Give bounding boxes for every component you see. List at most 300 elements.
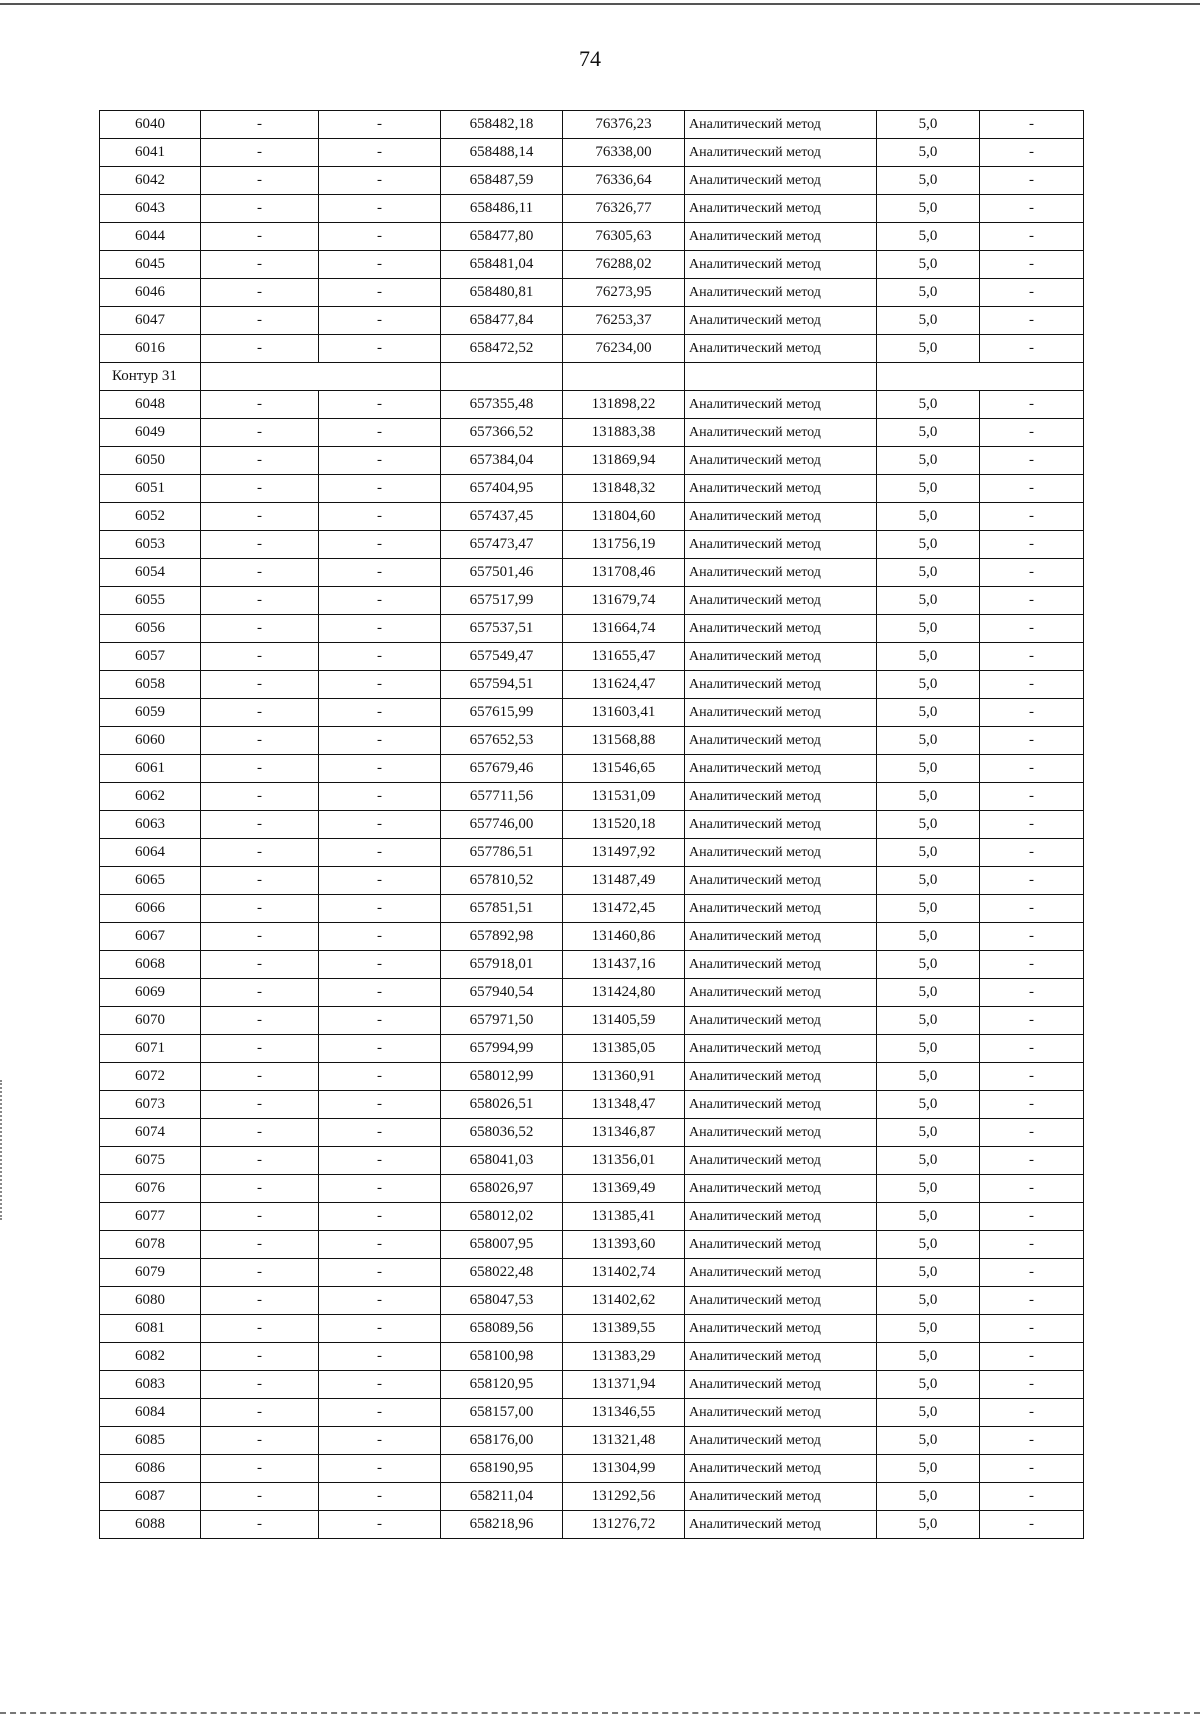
accuracy-cell: 5,0 — [877, 1063, 980, 1091]
column-3-cell: - — [319, 279, 441, 307]
method-cell: Аналитический метод — [685, 699, 877, 727]
x-coordinate-cell: 658041,03 — [441, 1147, 563, 1175]
column-3-cell: - — [319, 1315, 441, 1343]
table-row — [100, 1315, 1084, 1343]
table-row — [100, 587, 1084, 615]
x-coordinate-cell: 657971,50 — [441, 1007, 563, 1035]
x-coordinate-cell: 658026,51 — [441, 1091, 563, 1119]
x-coordinate-cell: 658012,02 — [441, 1203, 563, 1231]
table-row — [100, 447, 1084, 475]
x-coordinate-cell: 657437,45 — [441, 503, 563, 531]
method-cell: Аналитический метод — [685, 111, 877, 139]
point-number-cell: 6056 — [100, 615, 201, 643]
point-number-cell: 6082 — [100, 1343, 201, 1371]
x-coordinate-cell: 658100,98 — [441, 1343, 563, 1371]
y-coordinate-cell: 131603,41 — [563, 699, 685, 727]
x-coordinate-cell: 658047,53 — [441, 1287, 563, 1315]
y-coordinate-cell: 131292,56 — [563, 1483, 685, 1511]
column-2-cell: - — [201, 1315, 319, 1343]
y-coordinate-cell: 76273,95 — [563, 279, 685, 307]
x-coordinate-cell: 657473,47 — [441, 531, 563, 559]
section-row — [100, 363, 1084, 391]
y-coordinate-cell: 131402,62 — [563, 1287, 685, 1315]
point-number-cell: 6078 — [100, 1231, 201, 1259]
accuracy-cell: 5,0 — [877, 447, 980, 475]
column-3-cell: - — [319, 447, 441, 475]
column-3-cell: - — [319, 699, 441, 727]
column-2-cell: - — [201, 811, 319, 839]
table-row — [100, 475, 1084, 503]
table-row — [100, 1147, 1084, 1175]
column-3-cell: - — [319, 951, 441, 979]
y-coordinate-cell: 76338,00 — [563, 139, 685, 167]
column-8-cell: - — [980, 447, 1084, 475]
x-coordinate-cell: 658120,95 — [441, 1371, 563, 1399]
method-cell: Аналитический метод — [685, 139, 877, 167]
x-coordinate-cell: 657517,99 — [441, 587, 563, 615]
x-coordinate-cell: 657711,56 — [441, 783, 563, 811]
table-row — [100, 671, 1084, 699]
method-cell: Аналитический метод — [685, 195, 877, 223]
point-number-cell: 6055 — [100, 587, 201, 615]
column-2-cell: - — [201, 503, 319, 531]
method-cell: Аналитический метод — [685, 251, 877, 279]
method-cell: Аналитический метод — [685, 1399, 877, 1427]
point-number-cell: 6068 — [100, 951, 201, 979]
column-2-cell: - — [201, 1035, 319, 1063]
point-number-cell: 6040 — [100, 111, 201, 139]
column-2-cell: - — [201, 615, 319, 643]
column-3-cell: - — [319, 419, 441, 447]
method-cell: Аналитический метод — [685, 587, 877, 615]
table-row — [100, 1063, 1084, 1091]
column-8-cell: - — [980, 783, 1084, 811]
column-2-cell: - — [201, 1371, 319, 1399]
y-coordinate-cell: 76336,64 — [563, 167, 685, 195]
method-cell: Аналитический метод — [685, 615, 877, 643]
column-3-cell: - — [319, 895, 441, 923]
column-3-cell: - — [319, 1119, 441, 1147]
method-cell: Аналитический метод — [685, 419, 877, 447]
column-8-cell: - — [980, 587, 1084, 615]
y-coordinate-cell: 131655,47 — [563, 643, 685, 671]
table-row — [100, 755, 1084, 783]
table-row — [100, 1259, 1084, 1287]
method-cell: Аналитический метод — [685, 1343, 877, 1371]
table-row — [100, 391, 1084, 419]
column-8-cell: - — [980, 391, 1084, 419]
x-coordinate-cell: 657679,46 — [441, 755, 563, 783]
column-3-cell: - — [319, 811, 441, 839]
point-number-cell: 6064 — [100, 839, 201, 867]
accuracy-cell: 5,0 — [877, 1007, 980, 1035]
column-8-cell: - — [980, 307, 1084, 335]
column-3-cell: - — [319, 167, 441, 195]
method-cell: Аналитический метод — [685, 167, 877, 195]
column-2-cell: - — [201, 531, 319, 559]
column-8-cell: - — [980, 699, 1084, 727]
accuracy-cell: 5,0 — [877, 475, 980, 503]
x-coordinate-cell: 657404,95 — [441, 475, 563, 503]
accuracy-cell: 5,0 — [877, 1343, 980, 1371]
point-number-cell: 6069 — [100, 979, 201, 1007]
method-cell: Аналитический метод — [685, 1007, 877, 1035]
y-coordinate-cell: 131385,41 — [563, 1203, 685, 1231]
accuracy-cell: 5,0 — [877, 1175, 980, 1203]
table-row — [100, 223, 1084, 251]
accuracy-cell: 5,0 — [877, 727, 980, 755]
column-8-cell: - — [980, 1203, 1084, 1231]
column-2-cell: - — [201, 1007, 319, 1035]
point-number-cell: 6086 — [100, 1455, 201, 1483]
accuracy-cell: 5,0 — [877, 531, 980, 559]
x-coordinate-cell: 658486,11 — [441, 195, 563, 223]
method-cell: Аналитический метод — [685, 643, 877, 671]
column-2-cell: - — [201, 951, 319, 979]
point-number-cell: 6065 — [100, 867, 201, 895]
column-3-cell: - — [319, 671, 441, 699]
method-cell: Аналитический метод — [685, 1147, 877, 1175]
accuracy-cell: 5,0 — [877, 643, 980, 671]
column-3-cell: - — [319, 839, 441, 867]
column-3-cell: - — [319, 391, 441, 419]
column-2-cell: - — [201, 111, 319, 139]
table-row — [100, 307, 1084, 335]
column-8-cell: - — [980, 1259, 1084, 1287]
method-cell: Аналитический метод — [685, 1315, 877, 1343]
x-coordinate-cell: 657366,52 — [441, 419, 563, 447]
method-cell: Аналитический метод — [685, 1175, 877, 1203]
column-3-cell: - — [319, 1483, 441, 1511]
column-8-cell: - — [980, 923, 1084, 951]
accuracy-cell: 5,0 — [877, 1371, 980, 1399]
column-8-cell: - — [980, 1231, 1084, 1259]
column-3-cell: - — [319, 755, 441, 783]
point-number-cell: 6084 — [100, 1399, 201, 1427]
method-cell: Аналитический метод — [685, 1483, 877, 1511]
column-8-cell: - — [980, 895, 1084, 923]
table-row — [100, 1483, 1084, 1511]
point-number-cell: 6044 — [100, 223, 201, 251]
point-number-cell: 6074 — [100, 1119, 201, 1147]
y-coordinate-cell: 131356,01 — [563, 1147, 685, 1175]
method-cell: Аналитический метод — [685, 307, 877, 335]
table-row — [100, 419, 1084, 447]
x-coordinate-cell: 657501,46 — [441, 559, 563, 587]
column-8-cell: - — [980, 1427, 1084, 1455]
column-3-cell: - — [319, 139, 441, 167]
method-cell: Аналитический метод — [685, 923, 877, 951]
x-coordinate-cell: 658176,00 — [441, 1427, 563, 1455]
y-coordinate-cell: 76234,00 — [563, 335, 685, 363]
x-coordinate-cell: 658022,48 — [441, 1259, 563, 1287]
y-coordinate-cell: 131679,74 — [563, 587, 685, 615]
method-cell: Аналитический метод — [685, 671, 877, 699]
table-row — [100, 531, 1084, 559]
accuracy-cell: 5,0 — [877, 783, 980, 811]
column-8-cell: - — [980, 1371, 1084, 1399]
point-number-cell: 6043 — [100, 195, 201, 223]
accuracy-cell: 5,0 — [877, 1483, 980, 1511]
y-coordinate-cell: 131460,86 — [563, 923, 685, 951]
point-number-cell: 6046 — [100, 279, 201, 307]
table-row — [100, 1175, 1084, 1203]
accuracy-cell: 5,0 — [877, 1147, 980, 1175]
column-3-cell: - — [319, 503, 441, 531]
y-coordinate-cell: 131321,48 — [563, 1427, 685, 1455]
column-3-cell: - — [319, 335, 441, 363]
empty-cell — [685, 363, 877, 391]
column-2-cell: - — [201, 1091, 319, 1119]
x-coordinate-cell: 658487,59 — [441, 167, 563, 195]
accuracy-cell: 5,0 — [877, 391, 980, 419]
column-2-cell: - — [201, 1343, 319, 1371]
column-8-cell: - — [980, 979, 1084, 1007]
column-3-cell: - — [319, 1063, 441, 1091]
x-coordinate-cell: 657594,51 — [441, 671, 563, 699]
method-cell: Аналитический метод — [685, 531, 877, 559]
y-coordinate-cell: 131405,59 — [563, 1007, 685, 1035]
column-8-cell: - — [980, 615, 1084, 643]
y-coordinate-cell: 131402,74 — [563, 1259, 685, 1287]
coordinates-table-body — [100, 111, 1084, 1539]
column-2-cell: - — [201, 1175, 319, 1203]
column-3-cell: - — [319, 923, 441, 951]
accuracy-cell: 5,0 — [877, 1259, 980, 1287]
x-coordinate-cell: 657851,51 — [441, 895, 563, 923]
column-2-cell: - — [201, 447, 319, 475]
accuracy-cell: 5,0 — [877, 1035, 980, 1063]
point-number-cell: 6077 — [100, 1203, 201, 1231]
column-8-cell: - — [980, 727, 1084, 755]
accuracy-cell: 5,0 — [877, 251, 980, 279]
column-8-cell: - — [980, 1119, 1084, 1147]
point-number-cell: 6050 — [100, 447, 201, 475]
x-coordinate-cell: 658026,97 — [441, 1175, 563, 1203]
empty-cell — [201, 363, 441, 391]
column-2-cell: - — [201, 559, 319, 587]
column-8-cell: - — [980, 531, 1084, 559]
point-number-cell: 6060 — [100, 727, 201, 755]
accuracy-cell: 5,0 — [877, 1315, 980, 1343]
method-cell: Аналитический метод — [685, 867, 877, 895]
page-number: 74 — [579, 46, 601, 71]
accuracy-cell: 5,0 — [877, 223, 980, 251]
column-2-cell: - — [201, 1203, 319, 1231]
column-8-cell: - — [980, 251, 1084, 279]
x-coordinate-cell: 658089,56 — [441, 1315, 563, 1343]
point-number-cell: 6053 — [100, 531, 201, 559]
column-2-cell: - — [201, 475, 319, 503]
column-2-cell: - — [201, 979, 319, 1007]
x-coordinate-cell: 658481,04 — [441, 251, 563, 279]
y-coordinate-cell: 131520,18 — [563, 811, 685, 839]
point-number-cell: 6049 — [100, 419, 201, 447]
column-2-cell: - — [201, 783, 319, 811]
method-cell: Аналитический метод — [685, 447, 877, 475]
column-2-cell: - — [201, 1483, 319, 1511]
table-row — [100, 251, 1084, 279]
accuracy-cell: 5,0 — [877, 1203, 980, 1231]
column-8-cell: - — [980, 755, 1084, 783]
column-2-cell: - — [201, 895, 319, 923]
y-coordinate-cell: 131883,38 — [563, 419, 685, 447]
x-coordinate-cell: 658007,95 — [441, 1231, 563, 1259]
method-cell: Аналитический метод — [685, 503, 877, 531]
column-8-cell: - — [980, 419, 1084, 447]
accuracy-cell: 5,0 — [877, 559, 980, 587]
table-row — [100, 643, 1084, 671]
table-row — [100, 1399, 1084, 1427]
column-2-cell: - — [201, 1287, 319, 1315]
y-coordinate-cell: 131756,19 — [563, 531, 685, 559]
empty-cell — [563, 363, 685, 391]
column-3-cell: - — [319, 783, 441, 811]
column-3-cell: - — [319, 1175, 441, 1203]
column-8-cell: - — [980, 951, 1084, 979]
column-3-cell: - — [319, 615, 441, 643]
column-3-cell: - — [319, 475, 441, 503]
accuracy-cell: 5,0 — [877, 671, 980, 699]
accuracy-cell: 5,0 — [877, 111, 980, 139]
table-row — [100, 979, 1084, 1007]
bottom-scan-edge — [0, 1712, 1200, 1714]
accuracy-cell: 5,0 — [877, 307, 980, 335]
accuracy-cell: 5,0 — [877, 139, 980, 167]
accuracy-cell: 5,0 — [877, 811, 980, 839]
empty-cell — [441, 363, 563, 391]
point-number-cell: 6059 — [100, 699, 201, 727]
column-3-cell: - — [319, 1427, 441, 1455]
point-number-cell: 6073 — [100, 1091, 201, 1119]
method-cell: Аналитический метод — [685, 755, 877, 783]
accuracy-cell: 5,0 — [877, 419, 980, 447]
method-cell: Аналитический метод — [685, 279, 877, 307]
x-coordinate-cell: 657786,51 — [441, 839, 563, 867]
column-8-cell: - — [980, 475, 1084, 503]
table-row — [100, 1343, 1084, 1371]
method-cell: Аналитический метод — [685, 1259, 877, 1287]
point-number-cell: 6041 — [100, 139, 201, 167]
column-8-cell: - — [980, 1063, 1084, 1091]
method-cell: Аналитический метод — [685, 839, 877, 867]
accuracy-cell: 5,0 — [877, 279, 980, 307]
column-2-cell: - — [201, 699, 319, 727]
column-2-cell: - — [201, 727, 319, 755]
column-8-cell: - — [980, 1007, 1084, 1035]
y-coordinate-cell: 131898,22 — [563, 391, 685, 419]
point-number-cell: 6061 — [100, 755, 201, 783]
table-row — [100, 1035, 1084, 1063]
column-8-cell: - — [980, 1175, 1084, 1203]
y-coordinate-cell: 131348,47 — [563, 1091, 685, 1119]
point-number-cell: 6052 — [100, 503, 201, 531]
accuracy-cell: 5,0 — [877, 335, 980, 363]
column-3-cell: - — [319, 1147, 441, 1175]
table-row — [100, 923, 1084, 951]
method-cell: Аналитический метод — [685, 895, 877, 923]
table-row — [100, 783, 1084, 811]
x-coordinate-cell: 657940,54 — [441, 979, 563, 1007]
point-number-cell: 6071 — [100, 1035, 201, 1063]
table-row — [100, 699, 1084, 727]
column-8-cell: - — [980, 811, 1084, 839]
method-cell: Аналитический метод — [685, 1287, 877, 1315]
accuracy-cell: 5,0 — [877, 1427, 980, 1455]
table-row — [100, 1231, 1084, 1259]
column-8-cell: - — [980, 1035, 1084, 1063]
column-2-cell: - — [201, 587, 319, 615]
table-row — [100, 1511, 1084, 1539]
y-coordinate-cell: 131360,91 — [563, 1063, 685, 1091]
table-row — [100, 1371, 1084, 1399]
x-coordinate-cell: 658488,14 — [441, 139, 563, 167]
x-coordinate-cell: 658477,80 — [441, 223, 563, 251]
x-coordinate-cell: 658472,52 — [441, 335, 563, 363]
column-2-cell: - — [201, 1427, 319, 1455]
point-number-cell: 6067 — [100, 923, 201, 951]
table-row — [100, 1455, 1084, 1483]
point-number-cell: 6016 — [100, 335, 201, 363]
column-8-cell: - — [980, 1287, 1084, 1315]
method-cell: Аналитический метод — [685, 1035, 877, 1063]
column-8-cell: - — [980, 195, 1084, 223]
column-8-cell: - — [980, 1511, 1084, 1539]
method-cell: Аналитический метод — [685, 1203, 877, 1231]
point-number-cell: 6051 — [100, 475, 201, 503]
x-coordinate-cell: 658482,18 — [441, 111, 563, 139]
empty-cell — [877, 363, 1084, 391]
accuracy-cell: 5,0 — [877, 839, 980, 867]
table-row — [100, 1203, 1084, 1231]
y-coordinate-cell: 131389,55 — [563, 1315, 685, 1343]
column-8-cell: - — [980, 1455, 1084, 1483]
table-row — [100, 1091, 1084, 1119]
x-coordinate-cell: 657994,99 — [441, 1035, 563, 1063]
column-3-cell: - — [319, 1035, 441, 1063]
column-8-cell: - — [980, 559, 1084, 587]
column-2-cell: - — [201, 839, 319, 867]
x-coordinate-cell: 657549,47 — [441, 643, 563, 671]
point-number-cell: 6048 — [100, 391, 201, 419]
method-cell: Аналитический метод — [685, 811, 877, 839]
column-3-cell: - — [319, 1203, 441, 1231]
y-coordinate-cell: 131497,92 — [563, 839, 685, 867]
table-row — [100, 811, 1084, 839]
column-3-cell: - — [319, 1259, 441, 1287]
method-cell: Аналитический метод — [685, 475, 877, 503]
y-coordinate-cell: 76253,37 — [563, 307, 685, 335]
column-3-cell: - — [319, 867, 441, 895]
method-cell: Аналитический метод — [685, 1511, 877, 1539]
column-8-cell: - — [980, 111, 1084, 139]
column-8-cell: - — [980, 643, 1084, 671]
column-2-cell: - — [201, 251, 319, 279]
point-number-cell: 6054 — [100, 559, 201, 587]
accuracy-cell: 5,0 — [877, 1231, 980, 1259]
method-cell: Аналитический метод — [685, 1063, 877, 1091]
table-row — [100, 1007, 1084, 1035]
column-2-cell: - — [201, 307, 319, 335]
column-2-cell: - — [201, 1259, 319, 1287]
column-3-cell: - — [319, 1343, 441, 1371]
accuracy-cell: 5,0 — [877, 895, 980, 923]
y-coordinate-cell: 76305,63 — [563, 223, 685, 251]
y-coordinate-cell: 131437,16 — [563, 951, 685, 979]
column-2-cell: - — [201, 755, 319, 783]
column-8-cell: - — [980, 503, 1084, 531]
table-row — [100, 867, 1084, 895]
